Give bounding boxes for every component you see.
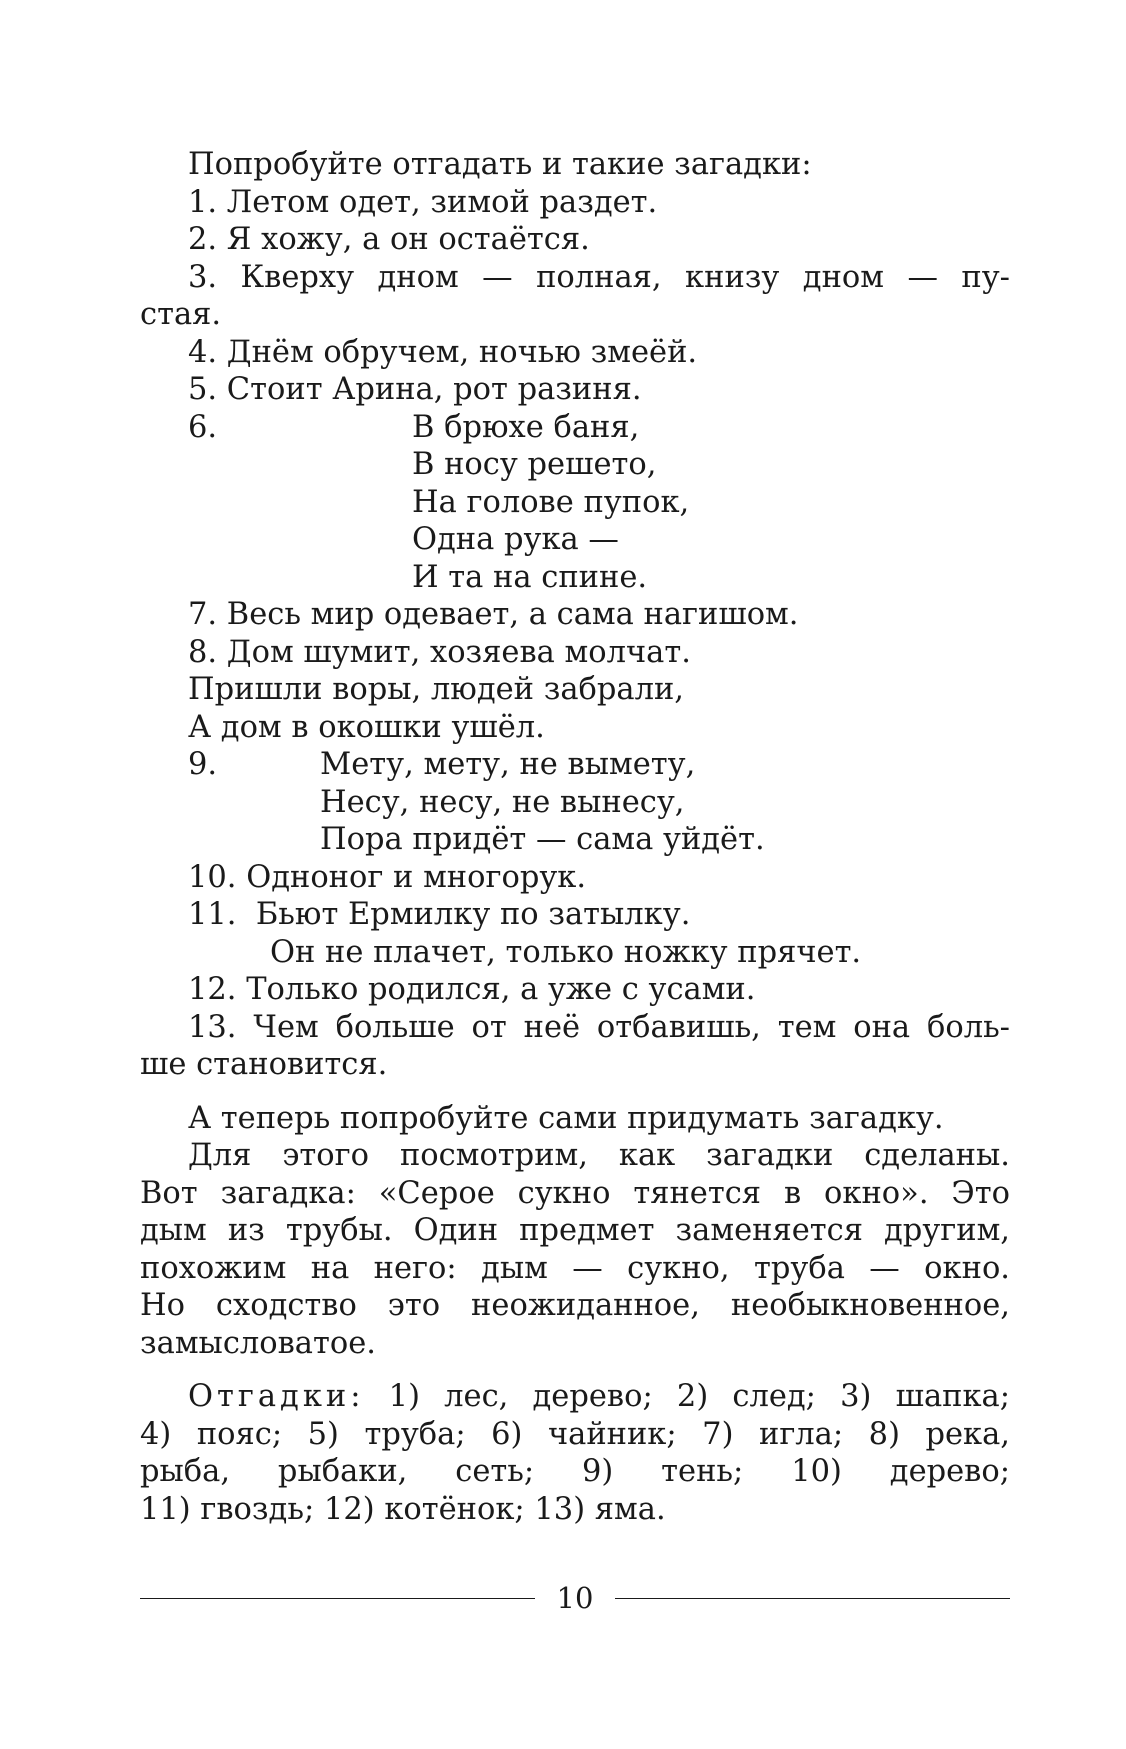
riddle-9-verse	[320, 746, 765, 859]
riddle-9-verse-line: Несу, несу, не вынесу,	[320, 784, 685, 820]
riddle-8-line: 8. Дом шумит, хозяева молчат.	[188, 634, 691, 670]
riddle-10: 10. Одноног и многорук.	[188, 859, 587, 895]
paragraph-line: похожим на него: дым — сукно, труба — окно.	[140, 1250, 1010, 1286]
footer-rule-left	[140, 1598, 535, 1599]
riddle-1: 1. Летом одет, зимой раздет.	[188, 184, 658, 220]
riddle-6-verse-line: В носу решето,	[412, 447, 657, 482]
answers-line-2: 4) пояс; 5) труба; 6) чайник; 7) игла; 8) река,	[140, 1416, 1010, 1452]
riddle-5: 5. Стоит Арина, рот разиня.	[188, 372, 642, 407]
footer-rule-right	[615, 1598, 1010, 1599]
paragraph-line: дым из трубы. Один предмет заменяется другим,	[140, 1213, 1010, 1248]
riddle-8-line: Пришли воры, людей забрали,	[188, 672, 684, 707]
riddle-13-line-2: ше становится.	[140, 1047, 388, 1082]
riddle-6-verse-line: В брюхе баня,	[412, 409, 640, 445]
paragraph-line: Для этого посмотрим, как загадки сделаны.	[188, 1138, 1010, 1173]
answers-label: Отгадки:	[188, 1379, 365, 1414]
paragraph-line: Но сходство это неожиданное, необыкновенное,	[140, 1288, 1010, 1323]
riddle-12: 12. Только родился, а уже с усами.	[188, 972, 756, 1007]
riddle-8-line: А дом в окошки ушёл.	[188, 709, 545, 745]
riddle-9-number: 9.	[188, 747, 218, 782]
riddle-6-verse-line: Одна рука —	[412, 522, 619, 557]
riddle-11-line-2: Он не плачет, только ножку прячет.	[270, 934, 862, 970]
riddle-6-number: 6.	[188, 409, 218, 445]
riddle-13-line-1: 13. Чем больше от неё отбавишь, тем она боль-	[188, 1009, 1010, 1045]
paragraph-line: замысловатое.	[140, 1325, 376, 1361]
intro-text: Попробуйте отгадать и такие загадки:	[188, 147, 812, 182]
riddle-9-verse-line: Мету, мету, не вымету,	[320, 747, 696, 782]
riddle-11-line-1: 11. Бьют Ермилку по затылку.	[188, 897, 691, 932]
riddle-6-verse	[412, 409, 689, 597]
riddle-4: 4. Днём обручем, ночью змеёй.	[188, 334, 698, 370]
page-footer	[140, 1578, 1010, 1618]
riddle-6-verse-line: На голове пупок,	[412, 484, 690, 520]
riddle-3-line-1: 3. Кверху дном — полная, книзу дном — пу-	[188, 259, 1010, 295]
riddle-3-line-2: стая.	[140, 297, 222, 332]
riddle-9-verse-line: Пора придёт — сама уйдёт.	[320, 822, 765, 857]
riddle-7: 7. Весь мир одевает, а сама нагишом.	[188, 597, 799, 632]
page-content	[140, 146, 1010, 1528]
riddle-2: 2. Я хожу, а он остаётся.	[188, 222, 590, 257]
answers-line-4: 11) гвоздь; 12) котёнок; 13) яма.	[140, 1491, 666, 1527]
page-number: 10	[556, 1581, 594, 1615]
riddle-9	[140, 746, 1010, 859]
explanation-paragraph	[140, 1100, 1010, 1363]
answers-block	[140, 1378, 1010, 1528]
paragraph-line: А теперь попробуйте сами придумать загадку.	[188, 1100, 944, 1136]
answers-line-1-text: 1) лес, дерево; 2) след; 3) шапка;	[364, 1379, 1010, 1414]
answers-line-1	[140, 1378, 1010, 1416]
answers-line-3: рыба, рыбаки, сеть; 9) тень; 10) дерево;	[140, 1454, 1010, 1489]
riddle-6-verse-line: И та на спине.	[412, 559, 648, 595]
riddle-6	[140, 409, 1010, 597]
paragraph-line: Вот загадка: «Серое сукно тянется в окно». Это	[140, 1175, 1010, 1211]
